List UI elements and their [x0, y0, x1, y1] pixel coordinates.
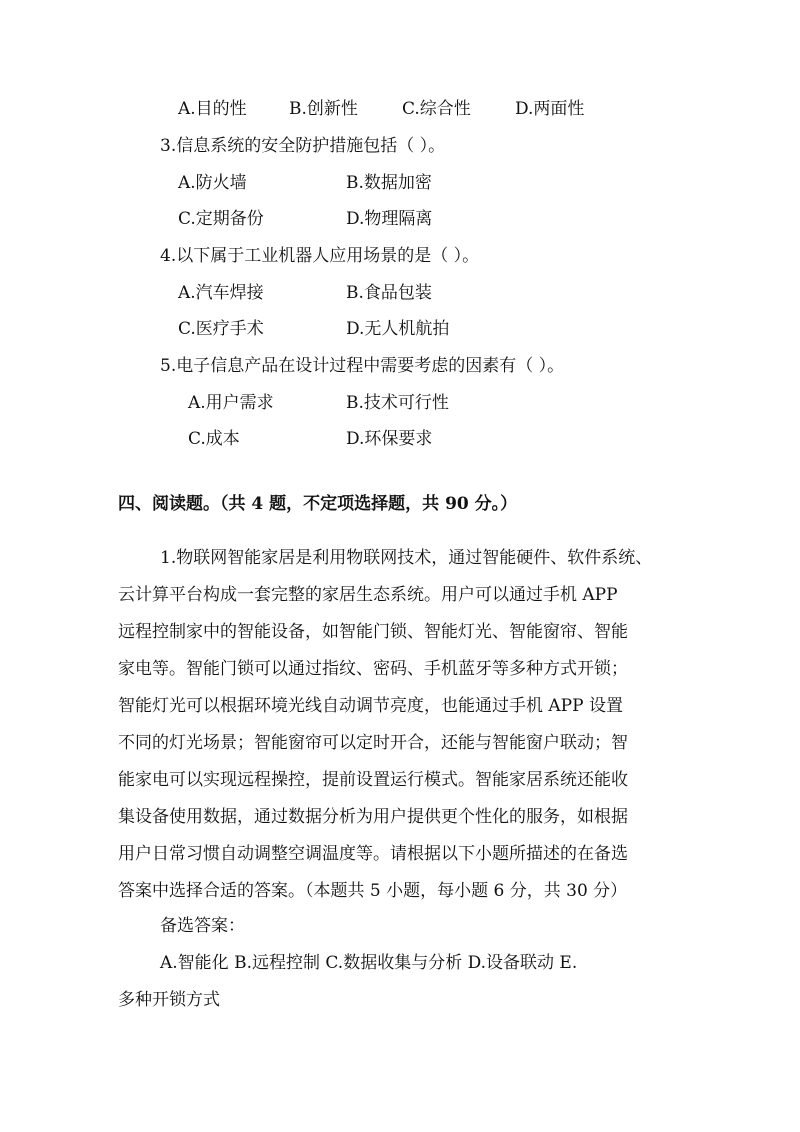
q5-option-c: C.成本 — [188, 429, 240, 449]
q5-option-a: A.用户需求 — [188, 393, 274, 413]
q3-option-d: D.物理隔离 — [346, 209, 433, 229]
passage-line: 集设备使用数据，通过数据分析为用户提供更个性化的服务，如根据 — [118, 807, 628, 827]
q4-option-c: C.医疗手术 — [178, 319, 264, 339]
q4-option-b: B.食品包装 — [346, 283, 432, 303]
q2-option-d: D.两面性 — [515, 99, 585, 119]
passage-line: 云计算平台构成一套完整的家居生态系统。用户可以通过手机 APP — [118, 585, 618, 605]
q2-option-b: B.创新性 — [289, 99, 358, 119]
section-4-heading: 四、阅读题。（共 4 题，不定项选择题，共 90 分。） — [118, 494, 518, 514]
candidates-line: 多种开锁方式 — [118, 990, 220, 1010]
q5-option-d: D.环保要求 — [346, 429, 433, 449]
q5-option-b: B.技术可行性 — [346, 393, 449, 413]
candidates-label: 备选答案： — [160, 916, 245, 936]
passage-line: 远程控制家中的智能设备，如智能门锁、智能灯光、智能窗帘、智能 — [118, 622, 628, 642]
passage-line: 家电等。智能门锁可以通过指纹、密码、手机蓝牙等多种方式开锁； — [118, 659, 628, 679]
q3-option-c: C.定期备份 — [178, 209, 264, 229]
q2-option-c: C.综合性 — [402, 99, 471, 119]
passage-line: 用户日常习惯自动调整空调温度等。请根据以下小题所描述的在备选 — [118, 844, 628, 864]
passage-line: 能家电可以实现远程操控，提前设置运行模式。智能家居系统还能收 — [118, 770, 628, 790]
q2-option-a: A.目的性 — [178, 99, 247, 119]
passage-line: 不同的灯光场景；智能窗帘可以定时开合，还能与智能窗户联动；智 — [118, 733, 628, 753]
q3-option-b: B.数据加密 — [346, 173, 432, 193]
q3-option-a: A.防火墙 — [178, 173, 247, 193]
q4-option-a: A.汽车焊接 — [178, 283, 264, 303]
q5-stem: 5.电子信息产品在设计过程中需要考虑的因素有（ ）。 — [160, 356, 565, 376]
passage-line: 智能灯光可以根据环境光线自动调节亮度，也能通过手机 APP 设置 — [118, 696, 623, 716]
candidates-line: A.智能化 B.远程控制 C.数据收集与分析 D.设备联动 E. — [160, 953, 578, 973]
q4-stem: 4.以下属于工业机器人应用场景的是（ ）。 — [160, 246, 480, 266]
passage-line: 1.物联网智能家居是利用物联网技术，通过智能硬件、软件系统、 — [160, 548, 653, 568]
q3-stem: 3.信息系统的安全防护措施包括（ ）。 — [160, 136, 446, 156]
q4-option-d: D.无人机航拍 — [346, 319, 450, 339]
passage-line: 答案中选择合适的答案。（本题共 5 小题，每小题 6 分，共 30 分） — [118, 881, 628, 901]
